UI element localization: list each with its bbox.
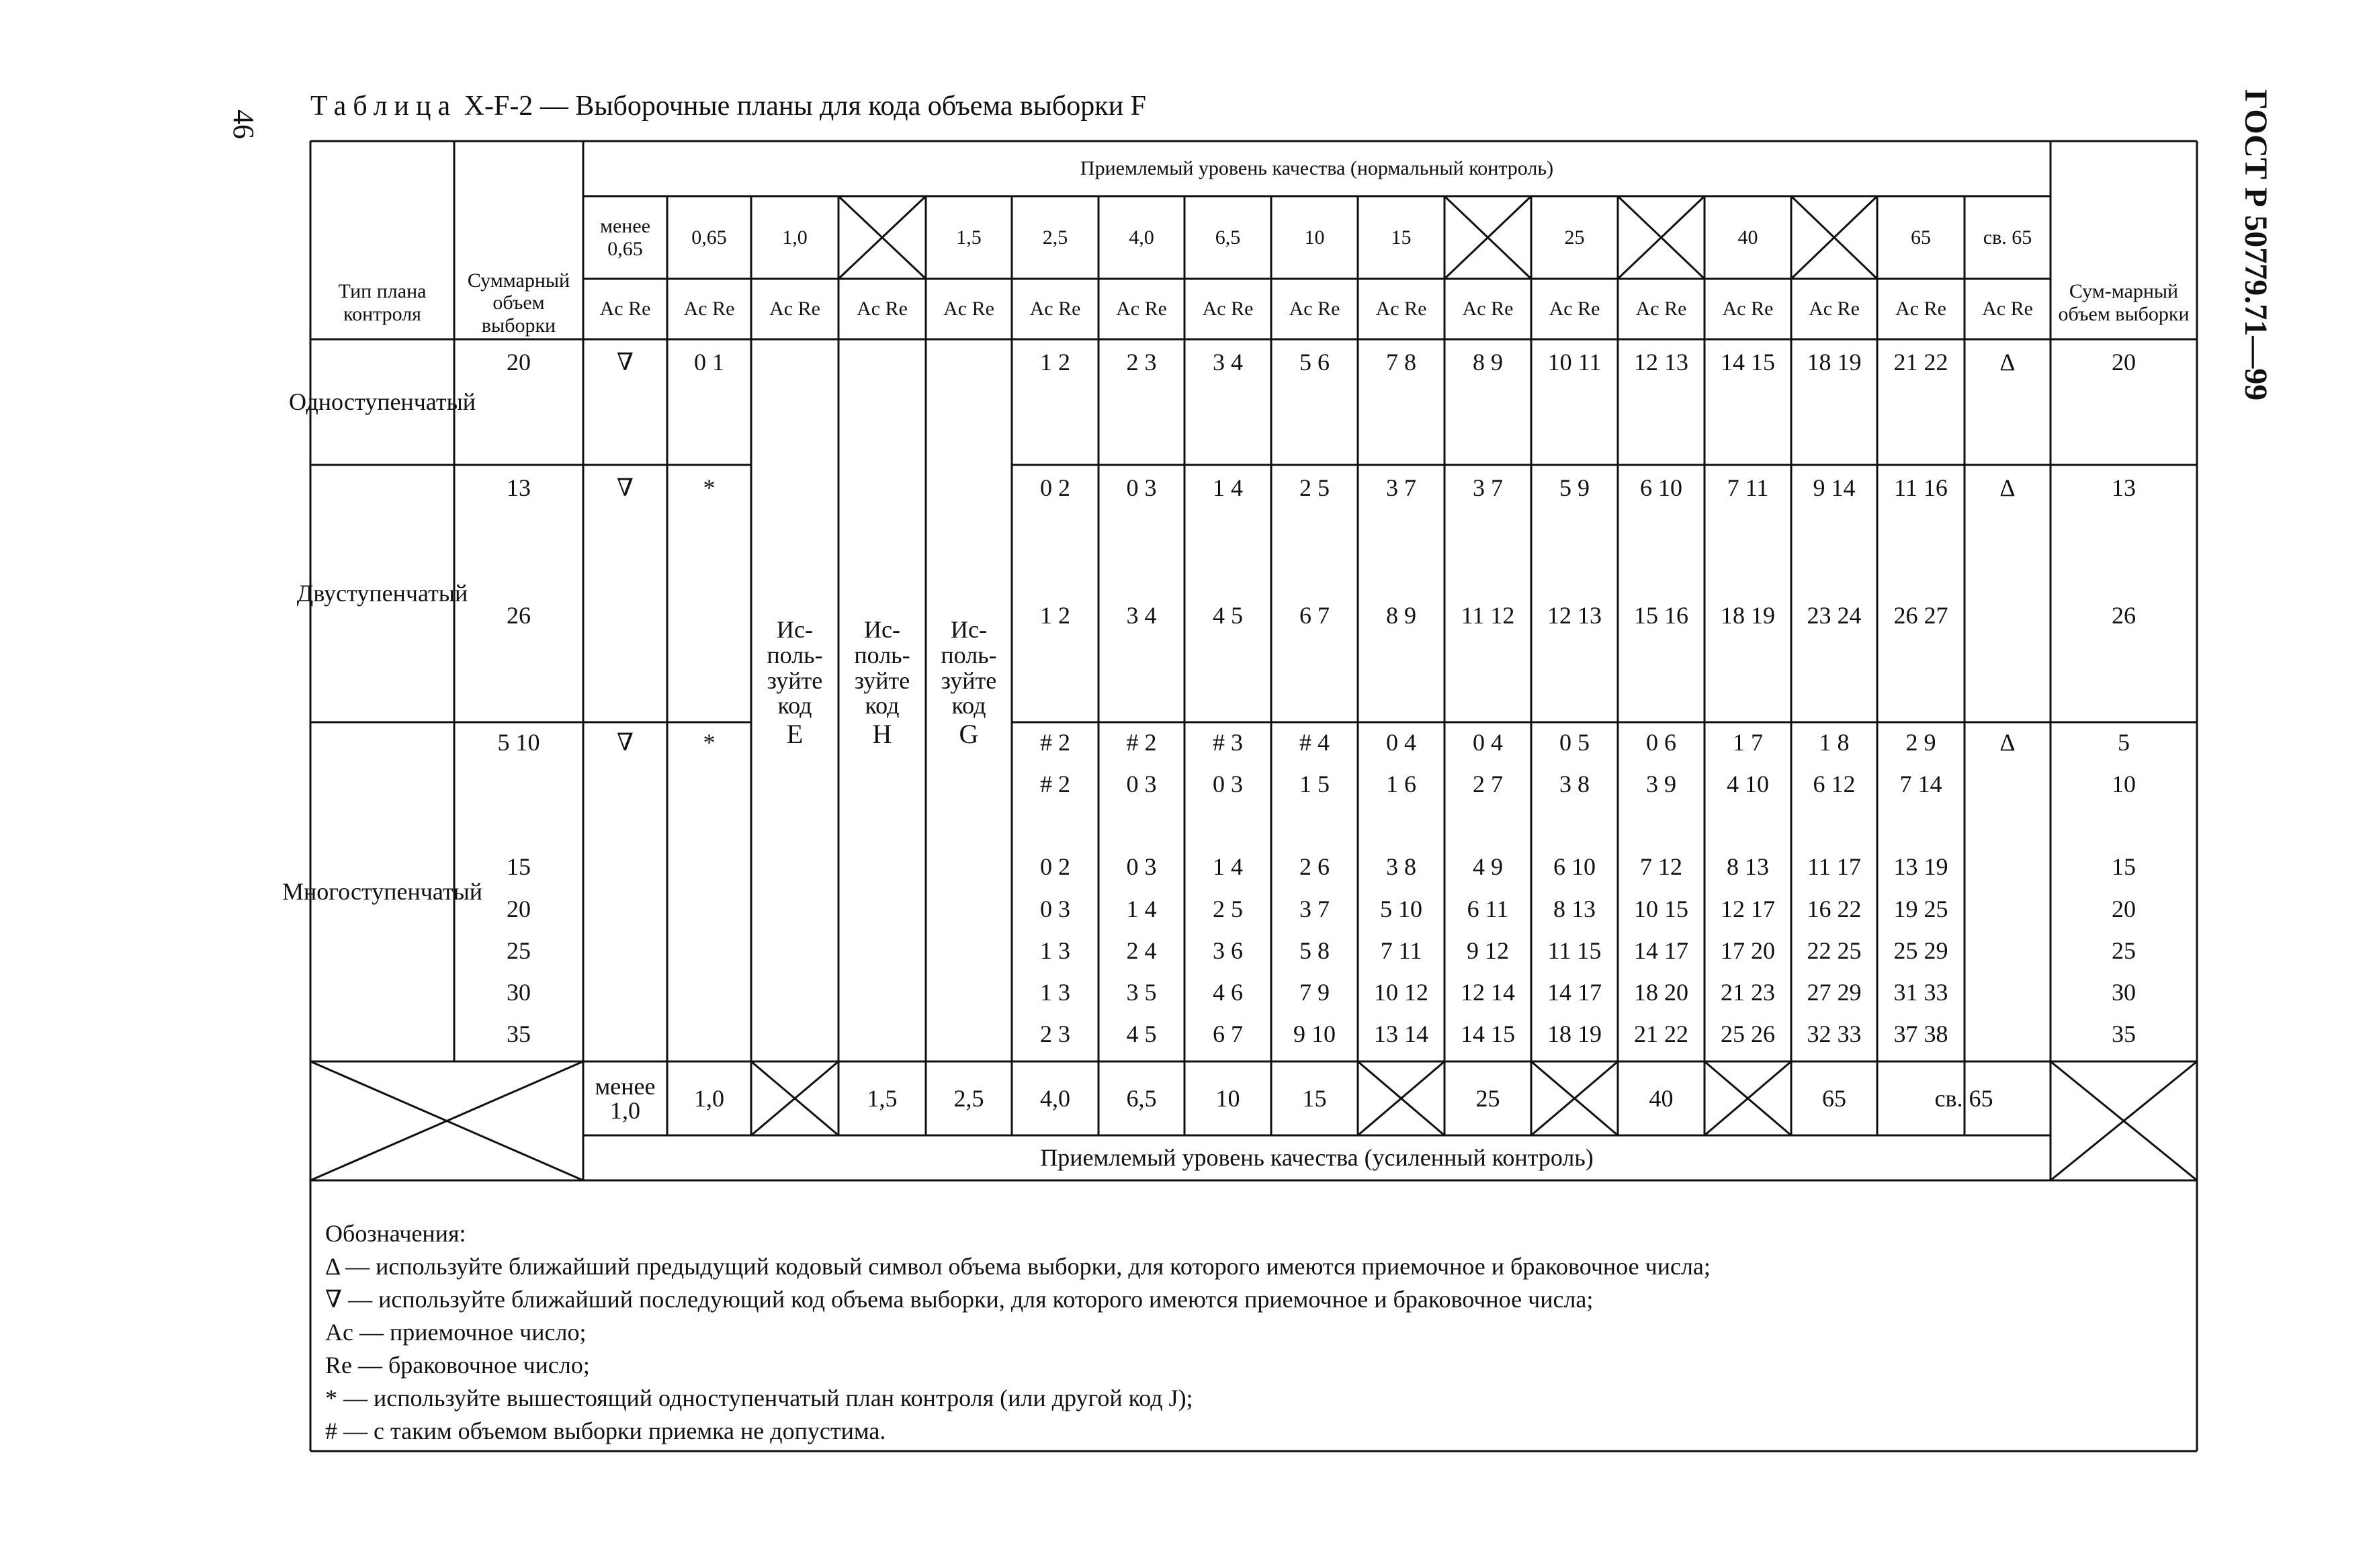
aql-normal-header: Приемлемый уровень качества (нормальный контроль) [1080,157,1554,180]
use-code-text: Ис-поль-зуйте код [767,615,823,720]
ac-re-label: Ac Re [857,298,908,320]
single-stage-label: Одноступенчатый [288,388,476,415]
aql-value: 2,5 [1042,226,1068,249]
acceptance-cell: 14 15 [1461,1020,1515,1048]
acceptance-cell: 0 3 [1213,771,1243,798]
acceptance-cell: 3 6 [1213,937,1243,965]
acceptance-cell: 23 24 [1807,602,1862,629]
acceptance-cell: ∇ [616,729,634,756]
acceptance-cell: 18 19 [1807,349,1862,376]
legend-line: * — используйте вышестоящий одноступенчатый план контроля (или другой код J); [325,1384,1193,1411]
table-title-text: X-F-2 — Выборочные планы для кода объема выборки F [464,91,1147,122]
acceptance-cell: 16 22 [1807,896,1862,923]
tightened-aql-value: 15 [1302,1085,1327,1112]
acceptance-cell: 22 25 [1807,937,1862,965]
use-code-letter: H [872,719,892,750]
acceptance-cell: 0 1 [694,349,724,376]
aql-value: 40 [1737,226,1758,249]
ac-re-label: Ac Re [769,298,820,320]
acceptance-cell: 2 3 [1126,349,1157,376]
stage-size-right: 25 [2112,937,2136,965]
tightened-aql-value: 65 [1822,1085,1846,1112]
acceptance-cell: 0 4 [1473,729,1503,756]
acceptance-cell: 2 5 [1299,474,1330,502]
acceptance-cell: * [703,729,716,756]
single-stage-size-right: 20 [2112,349,2136,376]
acceptance-cell: 3 4 [1126,602,1157,629]
acceptance-cell: 2 7 [1473,771,1503,798]
acceptance-cell: 18 19 [1721,602,1775,629]
acceptance-cell: 0 4 [1386,729,1416,756]
acceptance-cell: 4 9 [1473,853,1503,881]
acceptance-cell: 14 17 [1634,937,1688,965]
acceptance-cell: 3 9 [1646,771,1676,798]
acceptance-cell: 3 7 [1299,896,1330,923]
acceptance-cell: 13 14 [1374,1020,1428,1048]
stage-size: 26 [507,602,531,629]
acceptance-cell: Δ [1999,349,2016,376]
cum-size-right-header: Сум-марный объем выборки [2058,280,2190,325]
acceptance-cell: 2 6 [1299,853,1330,881]
acceptance-cell: 6 7 [1213,1020,1243,1048]
stage-size: 15 [507,853,531,881]
acceptance-cell: 10 11 [1547,349,1602,376]
tightened-aql-value: 40 [1649,1085,1674,1112]
acceptance-cell: 2 4 [1126,937,1157,965]
acceptance-cell: 4 5 [1126,1020,1157,1048]
aql-value: 4,0 [1129,226,1154,249]
aql-value: 1,5 [956,226,982,249]
ac-re-label: Ac Re [599,298,651,320]
acceptance-cell: 1 3 [1040,937,1070,965]
acceptance-cell: 1 2 [1040,349,1070,376]
acceptance-cell: 0 3 [1040,896,1070,923]
acceptance-cell: 2 5 [1213,896,1243,923]
aql-value: 25 [1564,226,1585,249]
stage-size-right: 5 [2118,729,2130,756]
acceptance-cell: 8 9 [1386,602,1416,629]
acceptance-cell: 14 15 [1721,349,1775,376]
acceptance-cell: 31 33 [1893,979,1948,1006]
stage-size-right: 15 [2112,853,2136,881]
acceptance-cell: Δ [1999,474,2016,502]
tightened-aql-value: 2,5 [953,1085,984,1112]
aql-value: 0,65 [691,226,727,249]
legend-line: # — с таким объемом выборки приемка не допустима. [325,1417,886,1444]
stage-size-right: 20 [2112,896,2136,923]
aql-value: менее 0,65 [600,214,650,260]
ac-re-label: Ac Re [1462,298,1514,320]
acceptance-cell: 2 3 [1040,1020,1070,1048]
acceptance-cell: 3 7 [1473,474,1503,502]
aql-value: 65 [1911,226,1931,249]
acceptance-cell: 27 29 [1807,979,1862,1006]
ac-re-label: Ac Re [1722,298,1774,320]
legend-line: Re — браковочное число; [325,1351,590,1379]
legend-line: Обозначения: [325,1220,466,1247]
stage-size-right: 26 [2112,602,2136,629]
acceptance-cell: # 3 [1213,729,1243,756]
tightened-aql-value: 1,5 [867,1085,898,1112]
stage-size: 35 [507,1020,531,1048]
acceptance-cell: 6 10 [1640,474,1682,502]
ac-re-label: Ac Re [1982,298,2033,320]
acceptance-cell: 3 8 [1559,771,1590,798]
acceptance-cell: 17 20 [1721,937,1775,965]
stage-size: 20 [507,896,531,923]
ac-re-label: Ac Re [1375,298,1427,320]
ac-re-label: Ac Re [1809,298,1860,320]
table-title-word: Таблица [310,91,458,122]
acceptance-cell: 7 14 [1899,771,1942,798]
acceptance-cell: 32 33 [1807,1020,1862,1048]
acceptance-cell: 0 3 [1126,474,1157,502]
acceptance-cell: 5 10 [1380,896,1422,923]
stage-size-right: 10 [2112,771,2136,798]
acceptance-cell: # 4 [1299,729,1330,756]
tightened-aql-value: 6,5 [1126,1085,1157,1112]
aql-value: 6,5 [1215,226,1241,249]
acceptance-cell: 18 20 [1634,979,1688,1006]
ac-re-label: Ac Re [1289,298,1340,320]
acceptance-cell: 1 6 [1386,771,1416,798]
acceptance-cell: 6 7 [1299,602,1330,629]
use-code-note [838,608,926,759]
acceptance-cell: 15 16 [1634,602,1688,629]
acceptance-cell: * [703,474,716,502]
acceptance-cell: 9 12 [1467,937,1509,965]
tightened-aql-value: 1,0 [694,1085,724,1112]
stage-size-right: 30 [2112,979,2136,1006]
stage-size-right: 13 [2112,474,2136,502]
acceptance-cell: 12 13 [1634,349,1688,376]
acceptance-cell: 4 5 [1213,602,1243,629]
acceptance-cell: 0 3 [1126,771,1157,798]
use-code-note [751,608,838,759]
acceptance-cell: 12 14 [1461,979,1515,1006]
acceptance-cell: 1 3 [1040,979,1070,1006]
acceptance-cell: 9 14 [1813,474,1856,502]
acceptance-cell: 9 10 [1293,1020,1336,1048]
tightened-aql-value: св. 65 [1934,1085,1993,1112]
acceptance-cell: 6 11 [1467,896,1509,923]
acceptance-cell: 3 7 [1386,474,1416,502]
use-code-text: Ис-поль-зуйте код [941,615,997,720]
acceptance-cell: 0 2 [1040,853,1070,881]
legend-line: Δ — используйте ближайший предыдущий кодовый символ объема выборки, для которого имеются приемочное и браковочное числа; [325,1252,1711,1280]
double-stage-label: Двуступенчатый [296,579,468,607]
ac-re-label: Ac Re [1895,298,1946,320]
ac-re-label: Ac Re [1549,298,1600,320]
stage-size-right: 35 [2112,1020,2136,1048]
acceptance-cell: 7 11 [1727,474,1769,502]
acceptance-cell: 12 17 [1721,896,1775,923]
acceptance-cell: 0 6 [1646,729,1676,756]
acceptance-cell: 1 7 [1733,729,1763,756]
acceptance-cell: 7 12 [1640,853,1682,881]
acceptance-cell: 26 27 [1893,602,1948,629]
acceptance-cell: ∇ [616,349,634,376]
tightened-aql-value: менее 1,0 [595,1073,656,1124]
plan-type-header: Тип плана контроля [338,280,427,325]
legend-notes [325,1217,1711,1448]
acceptance-cell: 19 25 [1893,896,1948,923]
tightened-aql-value: 25 [1475,1085,1500,1112]
stage-size: 30 [507,979,531,1006]
acceptance-cell: 25 26 [1721,1020,1775,1048]
acceptance-cell: 11 16 [1894,474,1948,502]
acceptance-cell: 12 13 [1547,602,1602,629]
aql-value: 1,0 [782,226,808,249]
acceptance-cell: 18 19 [1547,1020,1602,1048]
page-number: 46 [227,110,260,139]
stage-size: 5 10 [497,729,540,756]
use-code-letter: G [959,719,979,750]
acceptance-cell: 5 9 [1559,474,1590,502]
acceptance-cell: # 2 [1040,729,1070,756]
acceptance-cell: # 2 [1040,771,1070,798]
acceptance-cell: 10 15 [1634,896,1688,923]
acceptance-cell: 37 38 [1893,1020,1948,1048]
ac-re-label: Ac Re [1202,298,1254,320]
legend-line: ∇ — используйте ближайший последующий код объема выборки, для которого имеются приемочное и браковочное числа; [325,1285,1594,1313]
acceptance-cell: 7 11 [1380,937,1422,965]
acceptance-cell: 6 10 [1553,853,1596,881]
acceptance-cell: 1 4 [1126,896,1157,923]
acceptance-cell: 8 13 [1727,853,1769,881]
acceptance-cell: 3 8 [1386,853,1416,881]
use-code-note [926,608,1012,759]
stage-size: 25 [507,937,531,965]
acceptance-cell: 14 17 [1547,979,1602,1006]
cum-size-header: Суммарный объем выборки [467,269,570,337]
tightened-aql-value: 4,0 [1040,1085,1070,1112]
aql-value: св. 65 [1983,226,2032,249]
acceptance-cell: 21 22 [1634,1020,1688,1048]
acceptance-cell: 7 8 [1386,349,1416,376]
tightened-aql-value: 10 [1215,1085,1240,1112]
acceptance-cell: 10 12 [1374,979,1428,1006]
acceptance-cell: 13 19 [1893,853,1948,881]
acceptance-cell: 1 4 [1213,474,1243,502]
acceptance-cell: 1 4 [1213,853,1243,881]
acceptance-cell: 11 17 [1807,853,1861,881]
acceptance-cell: ∇ [616,474,634,502]
acceptance-cell: 8 9 [1473,349,1503,376]
stage-size [454,764,583,805]
use-code-text: Ис-поль-зуйте код [854,615,910,720]
acceptance-cell: 3 5 [1126,979,1157,1006]
acceptance-cell: 0 5 [1559,729,1590,756]
aql-tightened-label: Приемлемый уровень качества (усиленный контроль) [1040,1143,1594,1171]
acceptance-cell: 0 2 [1040,474,1070,502]
ac-re-label: Ac Re [683,298,735,320]
document-code: ГОСТ Р 50779.71—99 [2238,89,2274,401]
acceptance-cell: 21 23 [1721,979,1775,1006]
ac-re-label: Ac Re [943,298,994,320]
acceptance-cell: 21 22 [1893,349,1948,376]
acceptance-cell: # 2 [1126,729,1157,756]
acceptance-cell: Δ [1999,729,2016,756]
acceptance-cell: 2 9 [1905,729,1936,756]
acceptance-cell: 4 6 [1213,979,1243,1006]
acceptance-cell: 7 9 [1299,979,1330,1006]
aql-value: 15 [1391,226,1412,249]
single-stage-size: 20 [507,349,531,376]
legend-line: Ac — приемочное число; [325,1318,587,1346]
acceptance-cell: 3 4 [1213,349,1243,376]
acceptance-cell: 0 3 [1126,853,1157,881]
acceptance-cell: 25 29 [1893,937,1948,965]
ac-re-label: Ac Re [1116,298,1167,320]
use-code-letter: E [786,719,804,750]
acceptance-cell: 5 6 [1299,349,1330,376]
acceptance-cell: 11 12 [1461,602,1515,629]
aql-value: 10 [1304,226,1325,249]
acceptance-cell: 1 5 [1299,771,1330,798]
ac-re-label: Ac Re [1635,298,1687,320]
acceptance-cell: 6 12 [1813,771,1856,798]
acceptance-cell: 1 8 [1819,729,1850,756]
stage-size: 13 [507,474,531,502]
multiple-stage-label: Многоступенчатый [282,877,483,905]
acceptance-cell: 5 8 [1299,937,1330,965]
acceptance-cell: 8 13 [1553,896,1596,923]
acceptance-cell: 11 15 [1547,937,1602,965]
acceptance-cell: 1 2 [1040,602,1070,629]
acceptance-cell: 4 10 [1727,771,1769,798]
ac-re-label: Ac Re [1029,298,1081,320]
